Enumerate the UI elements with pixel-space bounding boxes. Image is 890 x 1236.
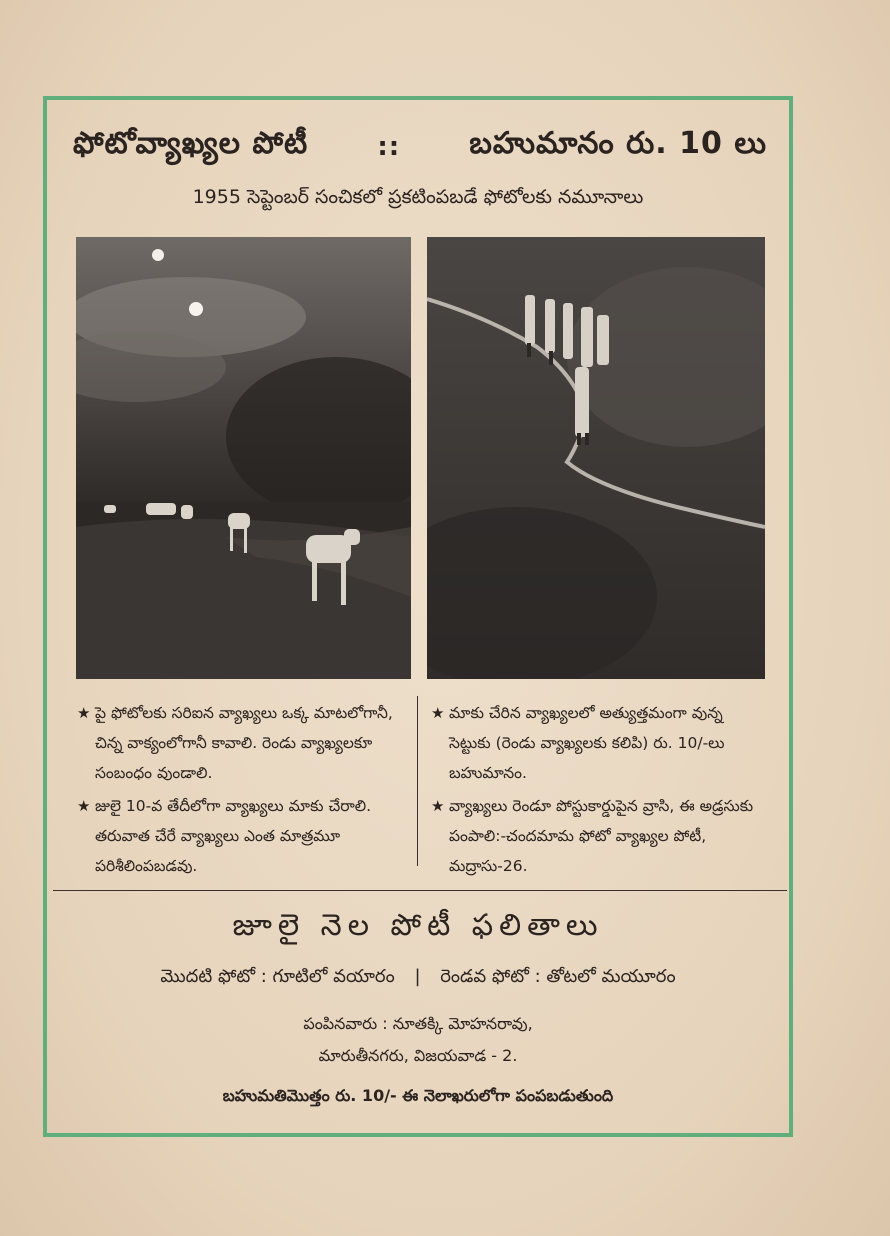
prize-note: బహుమతిమొత్తం రు. 10/- ఈ నెలాఖరులోగా పంపబడుతుంది — [222, 1086, 614, 1105]
rule-text: జులై 10-వ తేదీలోగా వ్యాఖ్యలు మాకు చేరాలి. తరువాత చేరే వ్యాఖ్యలు ఎంత మాత్రమూ పరిశీలింపబడవు. — [95, 796, 372, 876]
contest-title: ఫోటోవ్యాఖ్యల పోటీ — [73, 126, 309, 161]
results-winners — [47, 966, 789, 991]
rule-item — [431, 791, 766, 882]
rules-right-column — [431, 698, 766, 883]
star-icon: ★ — [431, 704, 445, 722]
prize-title: బహుమానం రు. 10 లు — [469, 126, 767, 161]
subtitle: 1955 సెప్టెంబర్ సంచికలో ప్రకటింపబడే ఫోటోలకు నమూనాలు — [192, 186, 644, 208]
sample-photo-hill-walkers — [427, 237, 765, 679]
winner-name: పంపినవారు : నూతక్కి మోహనరావు, — [303, 1014, 533, 1033]
column-divider — [417, 696, 418, 866]
rule-item — [77, 698, 407, 789]
second-photo-caption: రెండవ ఫోటో : తోటలో మయూరం — [440, 966, 676, 987]
title-separator: :: — [377, 132, 401, 162]
star-icon: ★ — [77, 796, 91, 815]
star-icon: ★ — [431, 796, 445, 815]
rule-text: మాకు చేరిన వ్యాఖ్యలలో అత్యుత్తమంగా వున్న సెట్టుకు (రెండు వ్యాఖ్యలకు కలిపి) రు. 10/-లు బహుమానం. — [449, 704, 725, 783]
header — [67, 122, 769, 172]
first-photo-caption: మొదటి ఫోటో : గూటిలో వయారం — [160, 966, 395, 987]
rule-item — [431, 698, 766, 789]
results-divider: | — [414, 966, 421, 987]
section-divider — [53, 890, 787, 891]
winner-address: మారుతీనగరు, విజయవాడ - 2. — [318, 1046, 518, 1065]
star-icon: ★ — [77, 704, 91, 722]
contest-frame — [43, 96, 793, 1137]
results-title: జూలై నెల పోటీ ఫలితాలు — [232, 908, 604, 943]
rule-text: వ్యాఖ్యలు రెండూ పోస్టుకార్డుపైన వ్రాసి, ఈ అడ్రసుకు పంపాలి:-చందమామ ఫోటో వ్యాఖ్యల పోటీ, మద్రాసు-26. — [449, 796, 754, 876]
sample-photo-cows — [76, 237, 411, 679]
rule-item — [77, 791, 407, 882]
rule-text: పై ఫోటోలకు సరిఐన వ్యాఖ్యలు ఒక్క మాటలోగానీ, చిన్న వాక్యంలోగానీ కావాలి. రెండు వ్యాఖ్యలకూ సంబంధం వుండాలి. — [95, 704, 393, 783]
rules-left-column — [77, 698, 407, 883]
